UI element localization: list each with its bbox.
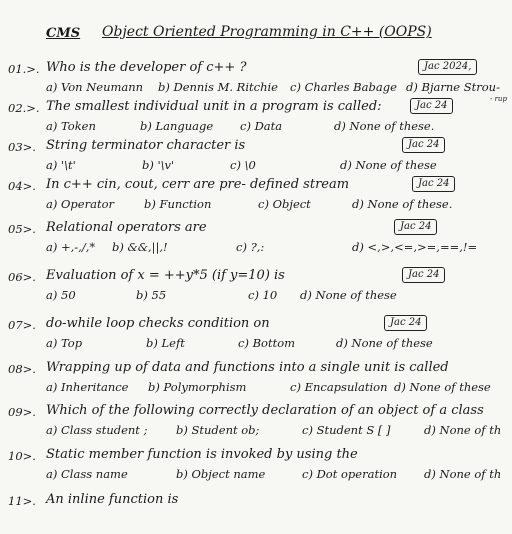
answer-option: a) Class name (46, 467, 128, 481)
question-number: 11>. (8, 494, 36, 508)
answer-option: a) '\t' (46, 158, 76, 172)
question-item (0, 179, 512, 219)
answer-option: a) +,-,/,* (46, 240, 96, 254)
answer-option: a) Inheritance (46, 380, 129, 394)
question-number: 05>. (8, 222, 36, 236)
question-text: An inline function is (46, 492, 179, 507)
answer-option: a) Von Neumann (46, 80, 144, 94)
question-item (0, 405, 512, 445)
question-item (0, 222, 512, 262)
exam-year-tag: Jac 24 (402, 267, 445, 283)
question-text: do-while loop checks condition on (46, 316, 270, 331)
answer-option: c) \0 (230, 158, 256, 172)
question-number: 09>. (8, 405, 36, 419)
question-text: Static member function is invoked by using the (46, 447, 358, 462)
question-text: In c++ cin, cout, cerr are pre- defined stream (46, 177, 350, 192)
answer-option: a) 50 (46, 288, 76, 302)
question-item (0, 140, 512, 180)
answer-option: d) None of these (340, 158, 437, 172)
answer-option: d) None of these. (352, 197, 453, 211)
exam-year-tag: Jac 24 (384, 315, 427, 331)
question-item (0, 101, 512, 141)
answer-option: c) Data (240, 119, 283, 133)
answer-option: c) Object (258, 197, 311, 211)
question-item (0, 270, 512, 310)
answer-option: d) None of these. (334, 119, 435, 133)
answer-option: a) Class student ; (46, 423, 148, 437)
exam-year-tag: Jac 24 (412, 176, 455, 192)
exam-year-tag: Jac 24 (394, 219, 437, 235)
answer-option: c) ?,: (236, 240, 265, 254)
answer-option: a) Operator (46, 197, 114, 211)
page-title: Object Oriented Programming in C++ (OOPS) (102, 24, 432, 40)
answer-option: d) None of th (424, 467, 502, 481)
question-number: 08>. (8, 362, 36, 376)
answer-option: b) &&,||,! (112, 240, 168, 254)
answer-option: d) <,>,<=,>=,==,!= (352, 240, 478, 254)
answer-option: b) Object name (176, 467, 266, 481)
answer-option: c) Student S [ ] (302, 423, 391, 437)
exam-year-tag: Jac 2024, (418, 59, 477, 75)
exam-year-tag: Jac 24 (402, 137, 445, 153)
answer-option: d) None of these (336, 336, 433, 350)
question-item (0, 362, 512, 402)
answer-option: c) Encapsulation (290, 380, 388, 394)
answer-option: b) 55 (136, 288, 167, 302)
subject-code: CMS (46, 26, 81, 41)
question-item (0, 449, 512, 489)
answer-option: d) None of these (394, 380, 491, 394)
question-item (0, 318, 512, 358)
question-number: 06>. (8, 270, 36, 284)
answer-option: b) Language (140, 119, 214, 133)
answer-option: a) Top (46, 336, 83, 350)
answer-option: b) Polymorphism (148, 380, 247, 394)
question-number: 10>. (8, 449, 36, 463)
question-text: String terminator character is (46, 138, 246, 153)
question-text: Wrapping up of data and functions into a single unit is called (46, 360, 449, 375)
margin-note: - rup (490, 95, 507, 103)
question-number: 01.>. (8, 62, 40, 76)
answer-option: b) Student ob; (176, 423, 260, 437)
page-header (0, 22, 512, 46)
question-number: 04>. (8, 179, 36, 193)
question-text: Who is the developer of c++ ? (46, 60, 247, 75)
exam-year-tag: Jac 24 (410, 98, 453, 114)
question-number: 02.>. (8, 101, 40, 115)
answer-option: a) Token (46, 119, 96, 133)
answer-option: d) None of these (300, 288, 397, 302)
question-item (0, 494, 512, 534)
question-text: Which of the following correctly declaration of an object of a class (46, 403, 484, 418)
question-text: Evaluation of x = ++y*5 (if y=10) is (46, 268, 285, 283)
answer-option: d) Bjarne Strou- (406, 80, 500, 94)
answer-option: b) Left (146, 336, 185, 350)
answer-option: c) Dot operation (302, 467, 398, 481)
answer-option: b) Dennis M. Ritchie (158, 80, 278, 94)
question-number: 07>. (8, 318, 36, 332)
question-item (0, 62, 512, 102)
answer-option: c) 10 (248, 288, 278, 302)
answer-option: c) Bottom (238, 336, 296, 350)
answer-option: b) Function (144, 197, 212, 211)
question-text: The smallest individual unit in a program is called: (46, 99, 382, 114)
answer-option: c) Charles Babage (290, 80, 397, 94)
question-number: 03>. (8, 140, 36, 154)
question-text: Relational operators are (46, 220, 207, 235)
answer-option: b) '\v' (142, 158, 175, 172)
answer-option: d) None of th (424, 423, 502, 437)
